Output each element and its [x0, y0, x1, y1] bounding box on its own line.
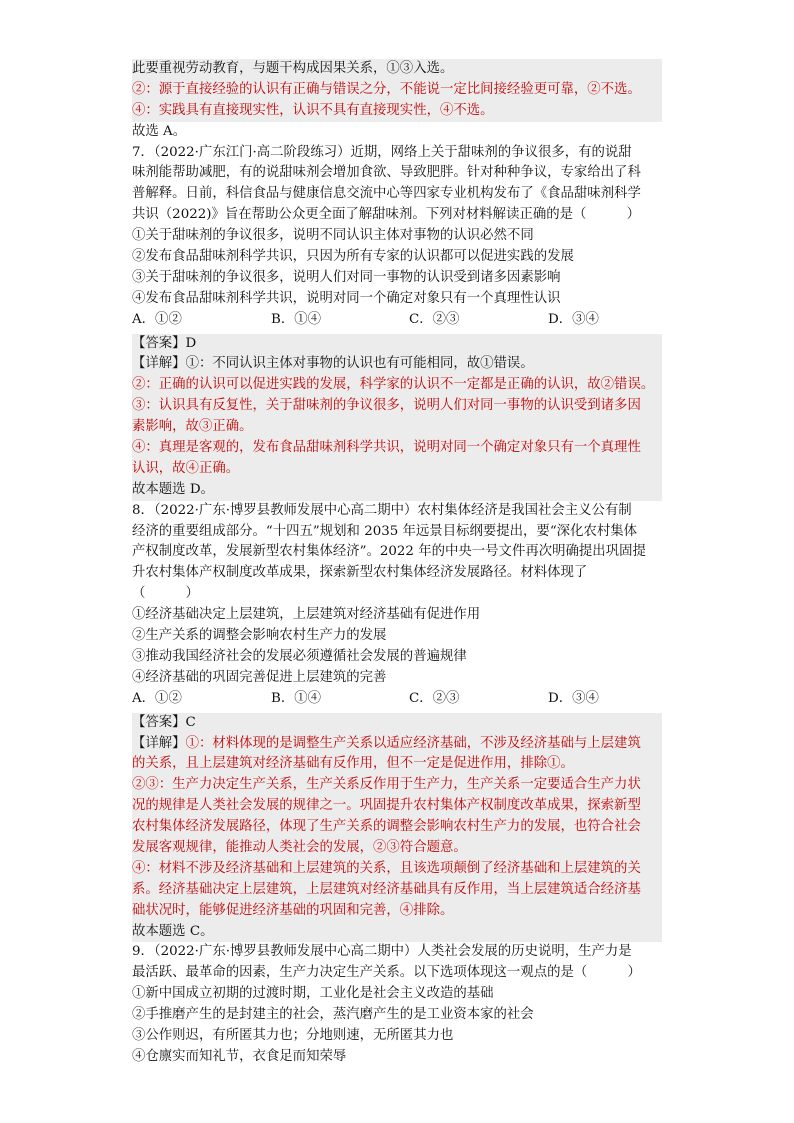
q9-statement: ③公作则迟，有所匿其力也；分地则速，无所匿其力也: [132, 1027, 454, 1043]
q7-stem-line: 共识（2022)》旨在帮助公众更全面了解甜味剂。下列对材料解读正确的是（ ）: [132, 207, 640, 223]
q8-stem-line: 经济的重要组成部分。“十四五”规划和 2035 年远景目标纲要提出，要“深化农村集体: [132, 523, 638, 539]
q7-option-d: D．③④: [548, 311, 599, 327]
q7-detail-line: 素影响，故③正确。: [132, 417, 662, 438]
q8-detail-line: 的关系，且上层建筑对经济基础有反作用，但不一定是促进作用，排除①。: [132, 754, 662, 775]
q9-stem-line: 9．（2022·广东·博罗县教师发展中心高二期中）人类社会发展的历史说明，生产力是: [132, 944, 632, 960]
q7-detail-line: [132, 354, 662, 375]
q8-stem-line: （ ）: [132, 586, 199, 602]
q7-option-c: C．②③: [409, 311, 460, 327]
q7-stem-line: 普解释。日前，科信食品与健康信息交流中心等四家专业机构发布了《食品甜味剂科学: [132, 186, 641, 202]
q7-answer: 【答案】D: [132, 334, 662, 355]
q9-statement: ②手推磨产生的是封建主的社会，蒸汽磨产生的是工业资本家的社会: [132, 1007, 534, 1023]
q7-detail-line: ④：真理是客观的，发布食品甜味剂科学共识，说明对同一个确定对象只有一个真理性: [132, 438, 662, 459]
q8-detail-line: ④：材料不涉及经济基础和上层建筑的关系，且该选项颠倒了经济基础和上层建筑的关: [132, 859, 662, 880]
q8-detail-tag: 【详解】: [132, 735, 186, 751]
q8-detail-line: 况的规律是人类社会发展的规律之一。巩固提升农村集体产权制度改革成果，探索新型: [132, 796, 662, 817]
q7-stem-line: 味剂能帮助减肥，有的说甜味剂会增加食欲、导致肥胖。针对种种争议，专家给出了科: [132, 165, 641, 181]
q8-statement: ②生产关系的调整会影响农村生产力的发展: [132, 628, 387, 644]
q8-detail-text: ①：材料体现的是调整生产关系以适应经济基础，不涉及经济基础与上层建筑: [185, 735, 641, 751]
q8-option-c: C．②③: [409, 690, 460, 706]
q8-answer: 【答案】C: [132, 713, 662, 734]
q7-statement: ①关于甜味剂的争议很多，说明不同认识主体对事物的认识必然不同: [132, 228, 534, 244]
q9-statement: ④仓廪实而知礼节，衣食足而知荣辱: [132, 1048, 347, 1064]
q8-stem-line: 升农村集体产权制度改革成果，探索新型农村集体经济发展路径。材料体现了: [132, 565, 588, 581]
prev-analysis-line: ②：源于直接经验的认识有正确与错误之分，不能说一定比间接经验更可靠，②不选。: [132, 80, 662, 101]
page-content: [132, 59, 662, 1068]
q7-detail-line: 认识，故④正确。: [132, 459, 662, 480]
q9-stem-line: 最活跃、最革命的因素，生产力决定生产关系。以下选项体现这一观点的是（ ）: [132, 965, 641, 981]
q7-options: [132, 310, 662, 331]
prev-analysis-line: 此要重视劳动教育，与题干构成因果关系，①③入选。: [132, 59, 662, 80]
q8-detail-line: ②③：生产力决定生产关系，生产关系反作用于生产力，生产关系一定要适合生产力状: [132, 775, 662, 796]
q8-statement: ①经济基础决定上层建筑，上层建筑对经济基础有促进作用: [132, 607, 481, 623]
q7-statement: ④发布食品甜味剂科学共识，说明对同一个确定对象只有一个真理性认识: [132, 290, 561, 306]
q7-option-b: B．①④: [271, 311, 322, 327]
q8-stem-line: 产权制度改革，发展新型农村集体经济”。2022 年的中央一号文件再次明确提出巩固提: [132, 544, 646, 560]
q7-detail-text: ①：不同认识主体对事物的认识也有可能相同，故①错误。: [185, 356, 534, 372]
q8-option-b: B．①④: [271, 690, 322, 706]
q7-statement: ②发布食品甜味剂科学共识，只因为所有专家的认识都可以促进实践的发展: [132, 249, 574, 265]
q8-detail-line: [132, 734, 662, 755]
q7-conclusion: 故本题选 D。: [132, 480, 662, 501]
q8-options: [132, 689, 662, 710]
q8-statement: ④经济基础的巩固完善促进上层建筑的完善: [132, 669, 387, 685]
prev-analysis-line: ④：实践具有直接现实性，认识不具有直接现实性，④不选。: [132, 101, 662, 122]
q7-stem-line: 7．（2022·广东江门·高二阶段练习）近期，网络上关于甜味剂的争议很多，有的说甜: [132, 144, 632, 160]
q9-statement: ①新中国成立初期的过渡时期，工业化是社会主义改造的基础: [132, 986, 494, 1002]
q8-statement: ③推动我国经济社会的发展必须遵循社会发展的普遍规律: [132, 648, 467, 664]
q8-detail-line: 系。经济基础决定上层建筑，上层建筑对经济基础具有反作用，当上层建筑适合经济基: [132, 880, 662, 901]
q7-statement: ③关于甜味剂的争议很多，说明人们对同一事物的认识受到诸多因素影响: [132, 269, 561, 285]
q8-stem-line: 8．（2022·广东·博罗县教师发展中心高二期中）农村集体经济是我国社会主义公有制: [132, 502, 632, 518]
q8-conclusion: 故本题选 C。: [132, 922, 662, 943]
q8-detail-line: 农村集体经济发展路径，体现了生产关系的调整会影响农村生产力的发展，也符合社会: [132, 817, 662, 838]
prev-conclusion: 故选 A。: [132, 123, 187, 139]
q7-detail-line: ②：正确的认识可以促进实践的发展，科学家的认识不一定都是正确的认识，故②错误。: [132, 375, 662, 396]
q8-detail-line: 础状况时，能够促进经济基础的巩固和完善，④排除。: [132, 901, 662, 922]
q8-detail-line: 发展客观规律，能推动人类社会的发展，②③符合题意。: [132, 838, 662, 859]
q7-option-a: A．①②: [132, 311, 182, 327]
q8-option-d: D．③④: [548, 690, 599, 706]
q7-detail-tag: 【详解】: [132, 356, 186, 372]
q7-detail-line: ③：认识具有反复性，关于甜味剂的争议很多，说明人们对同一事物的认识受到诸多因: [132, 396, 662, 417]
q8-option-a: A．①②: [132, 690, 182, 706]
